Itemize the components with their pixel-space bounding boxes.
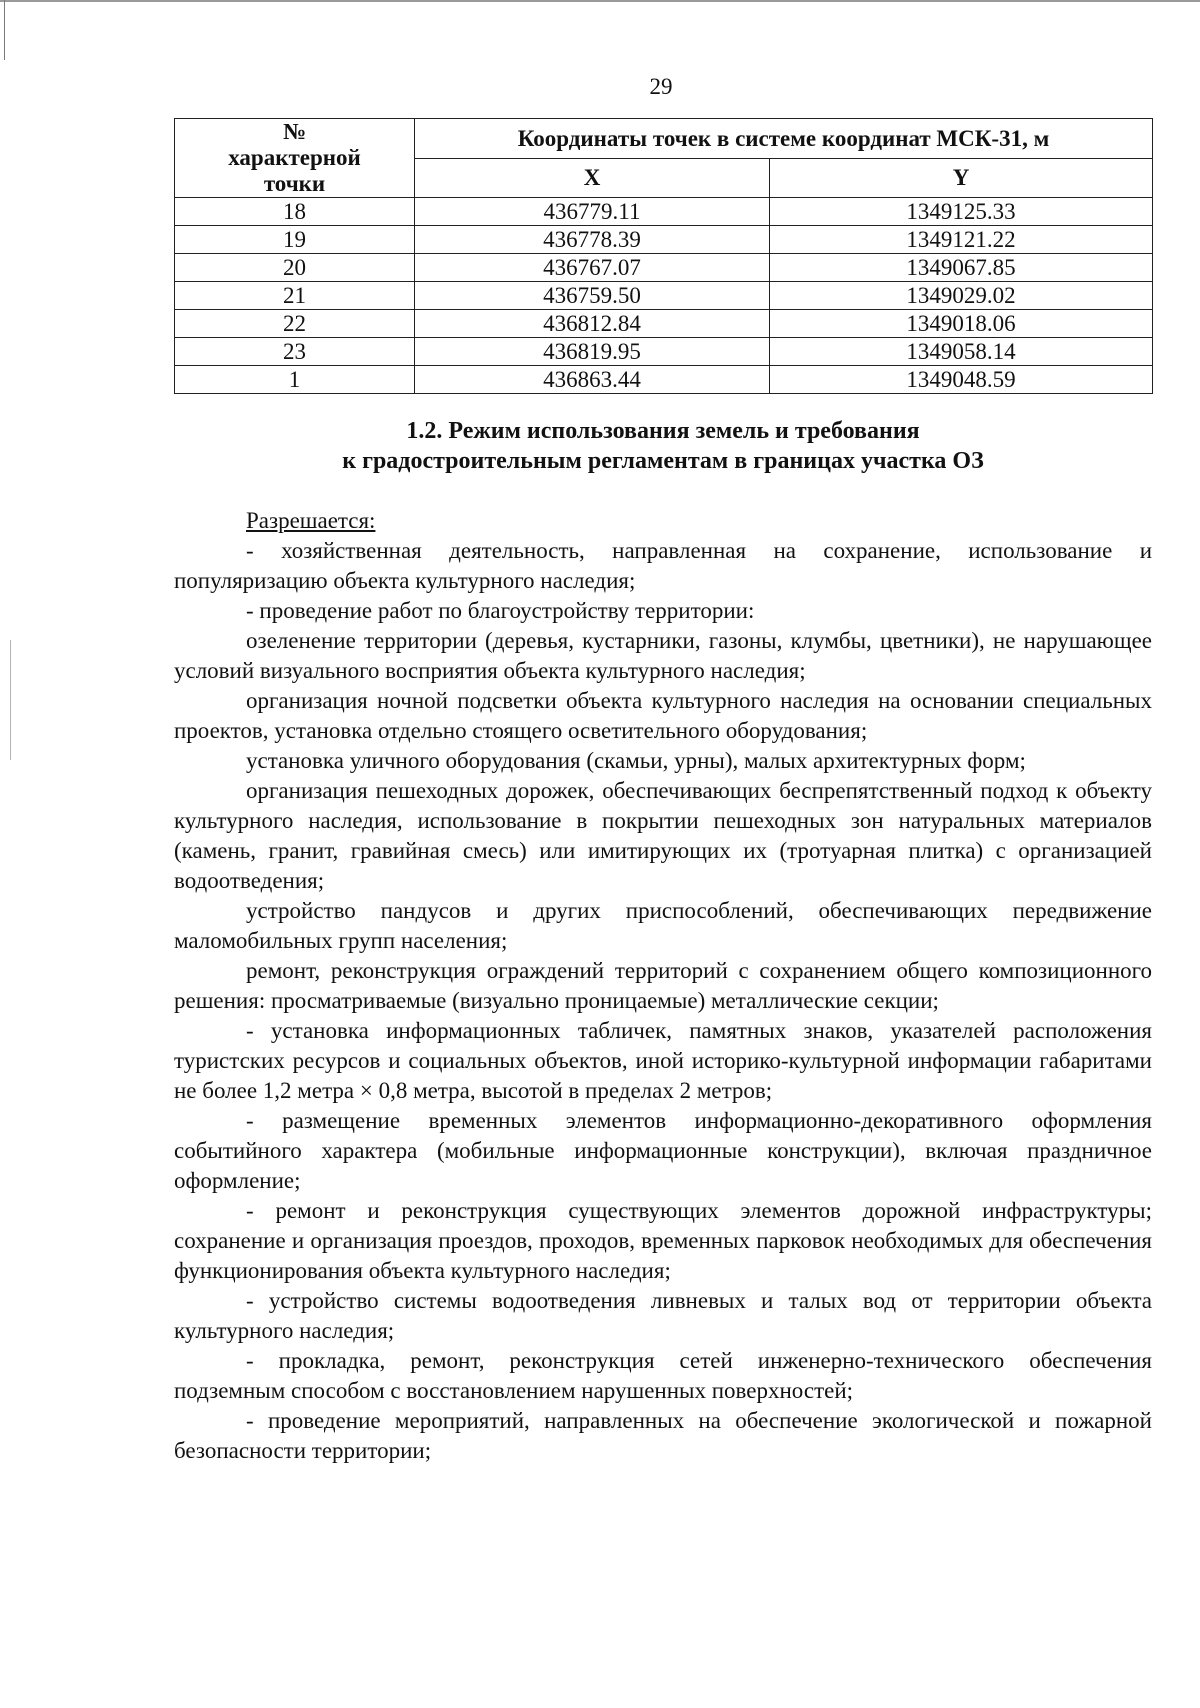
table-row xyxy=(175,254,1153,282)
y-coordinate-cell: 1349018.06 xyxy=(770,310,1153,338)
table-row xyxy=(175,338,1153,366)
scan-edge-mark xyxy=(10,640,11,760)
body-paragraph: - хозяйственная деятельность, направленная на сохранение, использование и популяризацию объекта культурного наследия; xyxy=(174,538,1152,593)
table-row xyxy=(175,226,1153,254)
table-row xyxy=(175,198,1153,226)
scan-edge-top xyxy=(0,0,1200,2)
body-paragraph: - устройство системы водоотведения ливневых и талых вод от территории объекта культурного наследия; xyxy=(174,1288,1152,1343)
body-paragraph: - прокладка, ремонт, реконструкция сетей инженерно-технического обеспечения подземным способом с восстановлением нарушенных поверхностей; xyxy=(174,1348,1152,1403)
body-paragraph: озеленение территории (деревья, кустарники, газоны, клумбы, цветники), не нарушающее условий визуального восприятия объекта культурного наследия; xyxy=(174,628,1152,683)
allowed-label: Разрешается: xyxy=(246,508,376,533)
body-paragraph: - проведение работ по благоустройству территории: xyxy=(246,598,755,623)
point-number-cell: 21 xyxy=(175,282,415,310)
body-text xyxy=(174,506,1152,1466)
scan-edge-left xyxy=(4,0,5,60)
header-point-number: № характерной точки xyxy=(175,119,415,198)
body-paragraph: установка уличного оборудования (скамьи, урны), малых архитектурных форм; xyxy=(246,748,1026,773)
body-paragraph: устройство пандусов и других приспособлений, обеспечивающих передвижение маломобильных групп населения; xyxy=(174,898,1152,953)
point-number-cell: 22 xyxy=(175,310,415,338)
y-coordinate-cell: 1349029.02 xyxy=(770,282,1153,310)
body-paragraph: - ремонт и реконструкция существующих элементов дорожной инфраструктуры; сохранение и организация проездов, проходов, временных парковок необходимых для обеспечения функционирования объекта культурного наследия; xyxy=(174,1198,1152,1283)
y-coordinate-cell: 1349125.33 xyxy=(770,198,1153,226)
section-title-line-1: 1.2. Режим использования земель и требования xyxy=(406,418,920,444)
y-coordinate-cell: 1349067.85 xyxy=(770,254,1153,282)
section-title-line-2: к градостроительным регламентам в границах участка ОЗ xyxy=(342,448,984,474)
x-coordinate-cell: 436779.11 xyxy=(415,198,770,226)
point-number-cell: 23 xyxy=(175,338,415,366)
body-paragraph: - размещение временных элементов информационно-декоративного оформления событийного характера (мобильные информационные конструкции), включая праздничное оформление; xyxy=(174,1108,1152,1193)
body-paragraph: ремонт, реконструкция ограждений территорий с сохранением общего композиционного решения: просматриваемые (визуально проницаемые) металлические секции; xyxy=(174,958,1152,1013)
table-row xyxy=(175,310,1153,338)
body-paragraph: организация ночной подсветки объекта культурного наследия на основании специальных проектов, установка отдельно стоящего осветительного оборудования; xyxy=(174,688,1152,743)
x-coordinate-cell: 436778.39 xyxy=(415,226,770,254)
table-row xyxy=(175,366,1153,394)
body-paragraph: - проведение мероприятий, направленных на обеспечение экологической и пожарной безопасности территории; xyxy=(174,1408,1152,1463)
point-number-cell: 19 xyxy=(175,226,415,254)
header-x: X xyxy=(415,158,770,198)
point-number-cell: 1 xyxy=(175,366,415,394)
y-coordinate-cell: 1349048.59 xyxy=(770,366,1153,394)
point-number-cell: 18 xyxy=(175,198,415,226)
body-paragraph: - установка информационных табличек, памятных знаков, указателей расположения туристских ресурсов и социальных объектов, иной историко-культурной информации габаритами не более 1,2 метра × 0,8 метра, высотой в пределах 2 метров; xyxy=(174,1018,1152,1103)
coordinates-table-body xyxy=(175,198,1153,394)
coordinates-table xyxy=(174,118,1153,394)
x-coordinate-cell: 436812.84 xyxy=(415,310,770,338)
header-y: Y xyxy=(770,158,1153,198)
x-coordinate-cell: 436863.44 xyxy=(415,366,770,394)
body-paragraph: организация пешеходных дорожек, обеспечивающих беспрепятственный подход к объекту культурного наследия, использование в покрытии пешеходных зон натуральных материалов (камень, гранит, гравийная смесь) или имитирующих их (тротуарная плитка) с организацией водоотведения; xyxy=(174,778,1152,893)
x-coordinate-cell: 436819.95 xyxy=(415,338,770,366)
x-coordinate-cell: 436759.50 xyxy=(415,282,770,310)
table-row xyxy=(175,282,1153,310)
page-number: 29 xyxy=(649,74,673,99)
y-coordinate-cell: 1349058.14 xyxy=(770,338,1153,366)
y-coordinate-cell: 1349121.22 xyxy=(770,226,1153,254)
x-coordinate-cell: 436767.07 xyxy=(415,254,770,282)
header-coordinates: Координаты точек в системе координат МСК-31, м xyxy=(415,119,1153,159)
point-number-cell: 20 xyxy=(175,254,415,282)
